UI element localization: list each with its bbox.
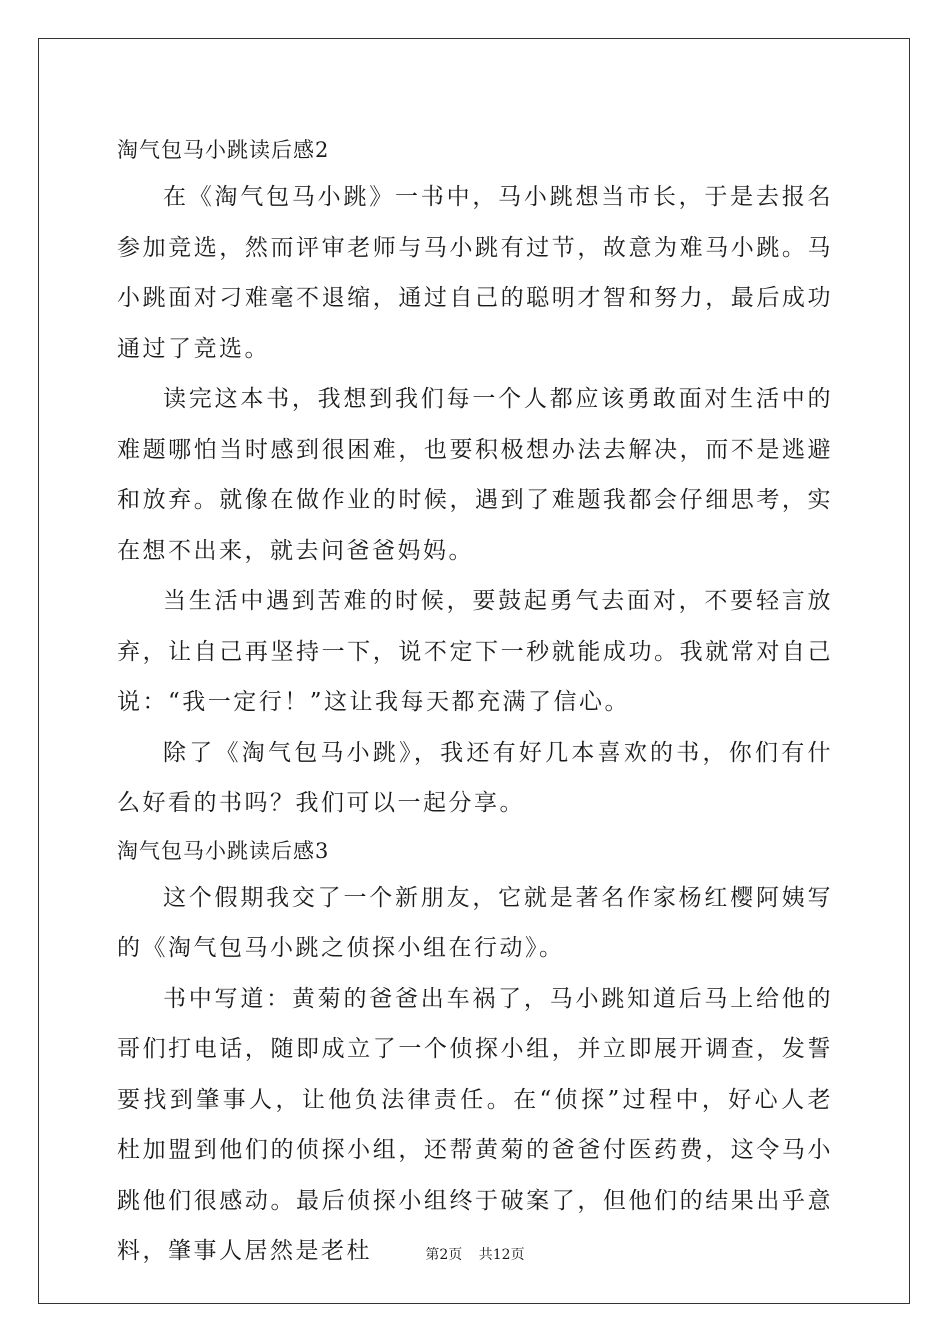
section-2	[117, 829, 833, 1277]
section-heading: 淘气包马小跳读后感3	[117, 838, 330, 863]
section-1	[117, 128, 833, 829]
section-heading: 淘气包马小跳读后感2	[117, 138, 330, 162]
paragraph: 在《淘气包马小跳》一书中，马小跳想当市长，于是去报名参加竞选，然而评审老师与马小跳有过节，故意为难马小跳。马小跳面对刁难毫不退缩，通过自己的聪明才智和努力，最后成功通过了竞选。	[117, 184, 833, 362]
page-number: 第2页	[425, 1247, 463, 1263]
paragraph: 书中写道：黄菊的爸爸出车祸了，马小跳知道后马上给他的哥们打电话，随即成立了一个侦探小组，并立即展开调查，发誓要找到肇事人，让他负法律责任。在“侦探”过程中，好心人老杜加盟到他们的侦探小组，还帮黄菊的爸爸付医药费，这令马小跳他们很感动。最后侦探小组终于破案了，但他们的结果出乎意料，肇事人居然是老杜	[117, 985, 833, 1264]
paragraph: 读完这本书，我想到我们每一个人都应该勇敢面对生活中的难题哪怕当时感到很困难，也要积极想办法去解决，而不是逃避和放弃。就像在做作业的时候，遇到了难题我都会仔细思考，实在想不出来，就去问爸爸妈妈。	[117, 386, 833, 564]
paragraph: 除了《淘气包马小跳》，我还有好几本喜欢的书，你们有什么好看的书吗？我们可以一起分享。	[117, 739, 833, 816]
paragraph: 这个假期我交了一个新朋友，它就是著名作家杨红樱阿姨写的《淘气包马小跳之侦探小组在行动》。	[117, 884, 833, 961]
paragraph: 当生活中遇到苦难的时候，要鼓起勇气去面对，不要轻言放弃，让自己再坚持一下，说不定下一秒就能成功。我就常对自己说：“我一定行！”这让我每天都充满了信心。	[117, 588, 833, 715]
page-total: 共12页	[478, 1247, 525, 1263]
document-body	[117, 128, 833, 1277]
page-footer	[0, 1244, 950, 1264]
